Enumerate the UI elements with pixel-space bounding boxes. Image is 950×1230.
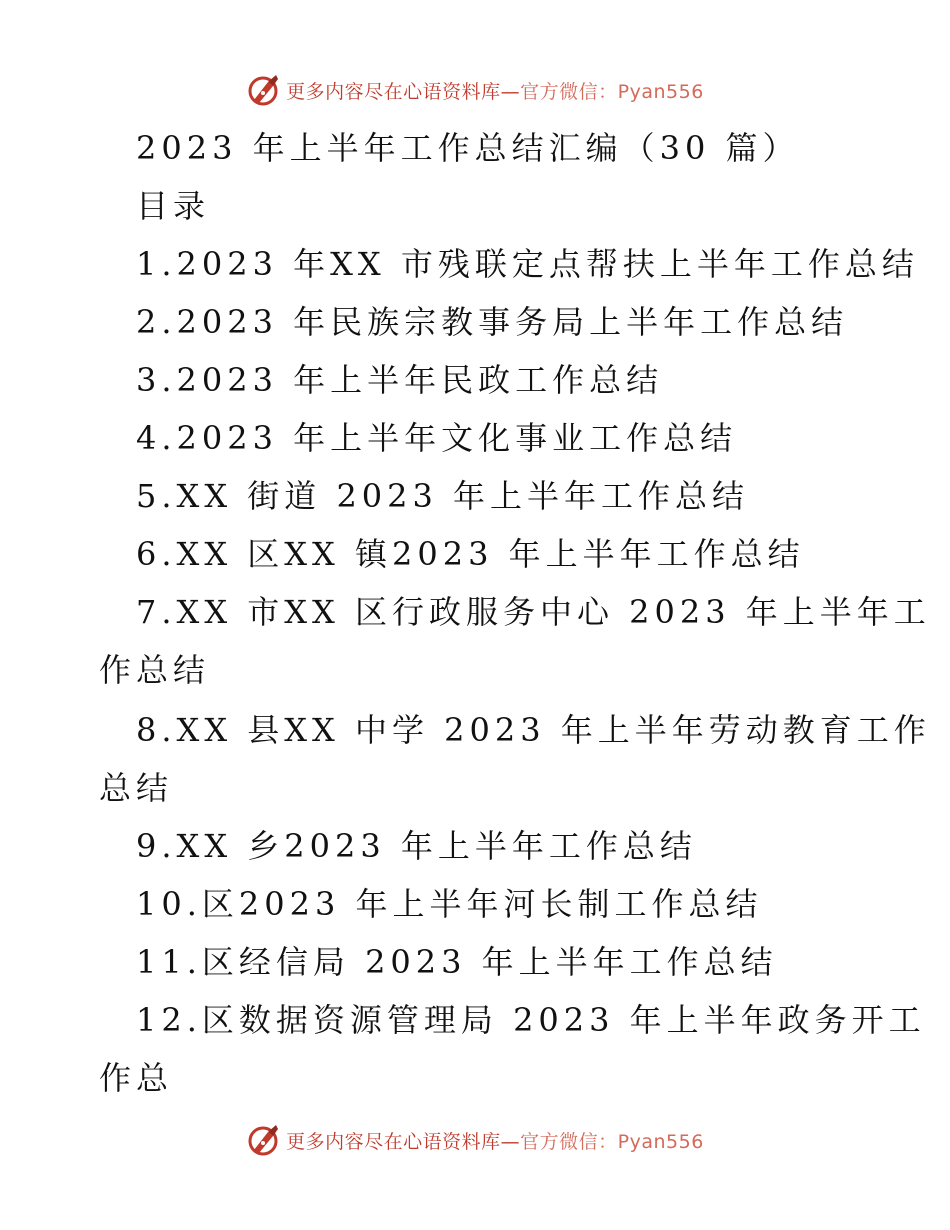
banner-main-text: 更多内容尽在心语资料库	[286, 80, 501, 103]
toc-item-7-continuation: 作总结	[99, 651, 211, 689]
toc-item-1: 1.2023 年XX 市残联定点帮扶上半年工作总结	[136, 245, 919, 283]
banner-text	[286, 1127, 704, 1154]
toc-item-11: 11.区经信局 2023 年上半年工作总结	[136, 943, 778, 981]
toc-item-8: 8.XX 县XX 中学 2023 年上半年劳动教育工作	[136, 711, 931, 749]
toc-item-3: 3.2023 年上半年民政工作总结	[136, 361, 664, 399]
toc-item-5: 5.XX 街道 2023 年上半年工作总结	[136, 477, 750, 515]
pen-nib-logo-icon	[246, 72, 282, 108]
toc-item-12: 12.区数据资源管理局 2023 年上半年政务开工	[136, 1001, 926, 1039]
toc-item-6: 6.XX 区XX 镇2023 年上半年工作总结	[136, 535, 805, 573]
banner-wechat-text: 官方微信：Pyan556	[520, 1130, 704, 1153]
toc-item-9: 9.XX 乡2023 年上半年工作总结	[136, 827, 697, 865]
toc-item-8-continuation: 总结	[99, 769, 174, 807]
header-banner	[0, 70, 950, 110]
document-title: 2023 年上半年工作总结汇编（30 篇）	[136, 129, 800, 167]
banner-separator: —	[500, 80, 521, 103]
toc-heading: 目录	[136, 187, 211, 225]
banner-separator: —	[500, 1130, 521, 1153]
toc-item-10: 10.区2023 年上半年河长制工作总结	[136, 885, 763, 923]
toc-item-2: 2.2023 年民族宗教事务局上半年工作总结	[136, 303, 849, 341]
footer-banner	[0, 1120, 950, 1160]
banner-wechat-text: 官方微信：Pyan556	[520, 80, 704, 103]
banner-main-text: 更多内容尽在心语资料库	[286, 1130, 501, 1153]
toc-item-7: 7.XX 市XX 区行政服务中心 2023 年上半年工	[136, 593, 931, 631]
toc-item-12-continuation: 作总	[99, 1059, 174, 1097]
toc-item-4: 4.2023 年上半年文化事业工作总结	[136, 419, 738, 457]
pen-nib-logo-icon	[246, 1122, 282, 1158]
banner-text	[286, 77, 704, 104]
